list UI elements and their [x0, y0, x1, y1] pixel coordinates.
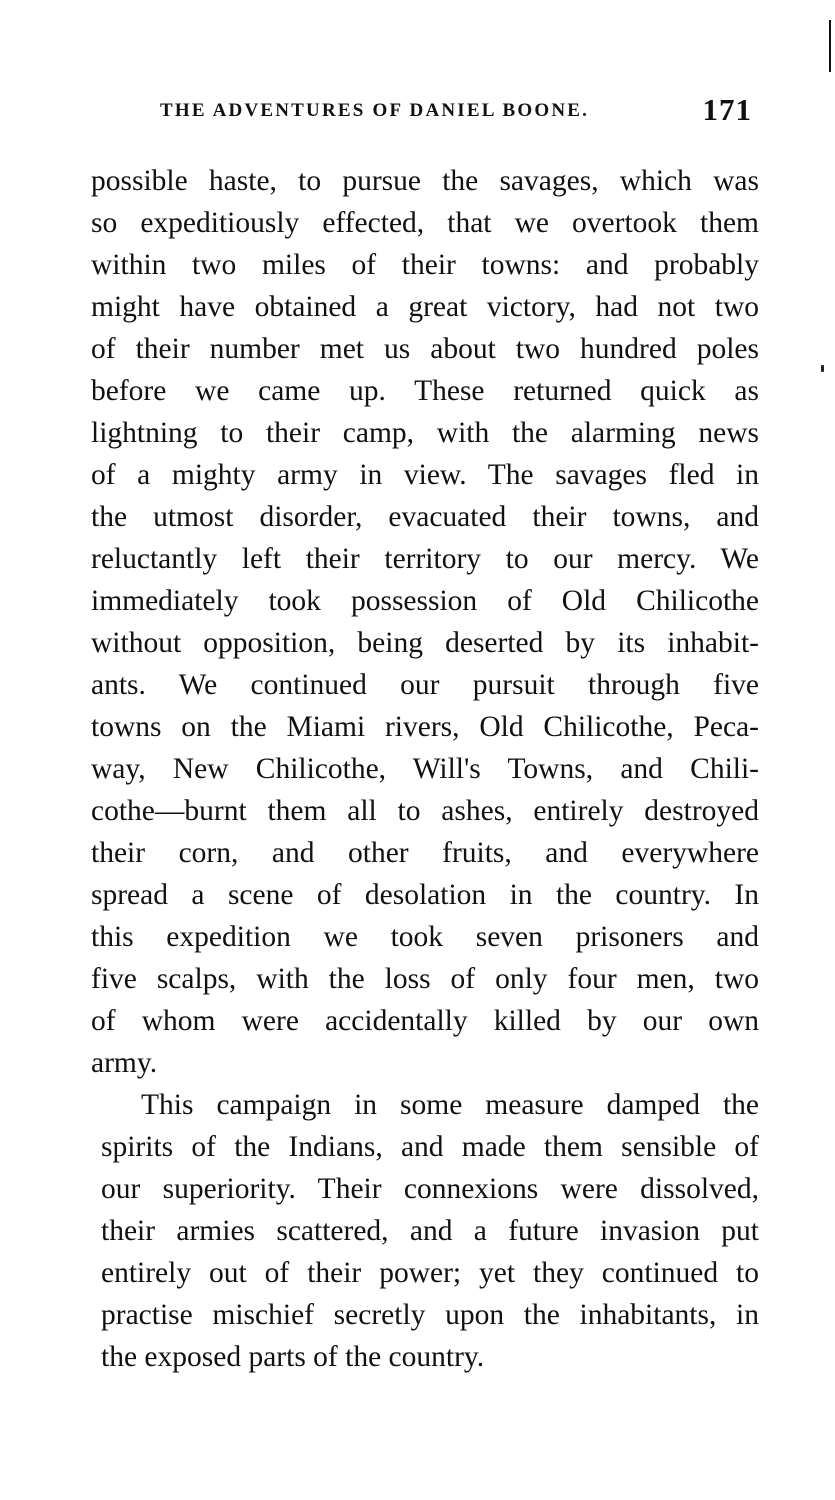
text-line: their armies scattered, and a future invasion put — [101, 1215, 759, 1247]
text-line: ants. We continued our pursuit through five — [91, 669, 759, 701]
text-line: lightning to their camp, with the alarming news — [91, 417, 759, 449]
text-line: might have obtained a great victory, had not two — [91, 291, 759, 323]
text-line: of whom were accidentally killed by our own — [91, 1005, 759, 1037]
paragraph-1 — [91, 160, 759, 1084]
text-line: spirits of the Indians, and made them sensible of — [101, 1131, 759, 1163]
text-line: of a mighty army in view. The savages fled in — [91, 459, 759, 491]
text-line: the exposed parts of the country. — [101, 1341, 485, 1373]
text-line: of their number met us about two hundred poles — [91, 333, 759, 365]
text-line: cothe—burnt them all to ashes, entirely destroyed — [91, 795, 759, 827]
text-line: without opposition, being deserted by its inhabit- — [91, 627, 759, 659]
running-title: THE ADVENTURES OF DANIEL BOONE. — [160, 100, 590, 121]
text-line: five scalps, with the loss of only four men, two — [91, 963, 759, 995]
body-text — [91, 160, 759, 1378]
text-line: immediately took possession of Old Chilicothe — [91, 585, 759, 617]
text-line: This campaign in some measure damped the — [141, 1089, 759, 1121]
running-head — [160, 92, 756, 128]
text-line: this expedition we took seven prisoners and — [91, 921, 759, 953]
text-line: entirely out of their power; yet they continued to — [101, 1257, 759, 1289]
paragraph-2 — [91, 1084, 759, 1378]
text-line: the utmost disorder, evacuated their towns, and — [91, 501, 759, 533]
text-line: spread a scene of desolation in the country. In — [91, 879, 759, 911]
text-line: so expeditiously effected, that we overtook them — [91, 207, 759, 239]
text-line: before we came up. These returned quick as — [91, 375, 759, 407]
text-line: our superiority. Their connexions were dissolved, — [101, 1173, 759, 1205]
text-line: way, New Chilicothe, Will's Towns, and Chili- — [91, 753, 759, 785]
text-line: towns on the Miami rivers, Old Chilicothe, Peca- — [91, 711, 759, 743]
text-line: reluctantly left their territory to our mercy. We — [91, 543, 759, 575]
ink-speck — [821, 365, 824, 372]
text-line: army. — [91, 1047, 158, 1079]
text-line: practise mischief secretly upon the inhabitants, in — [101, 1299, 759, 1331]
text-line: possible haste, to pursue the savages, which was — [91, 165, 759, 197]
page-number: 171 — [702, 92, 752, 127]
page-edge-mark — [829, 20, 831, 72]
text-line: their corn, and other fruits, and everywhere — [91, 837, 759, 869]
text-line: within two miles of their towns: and probably — [91, 249, 759, 281]
